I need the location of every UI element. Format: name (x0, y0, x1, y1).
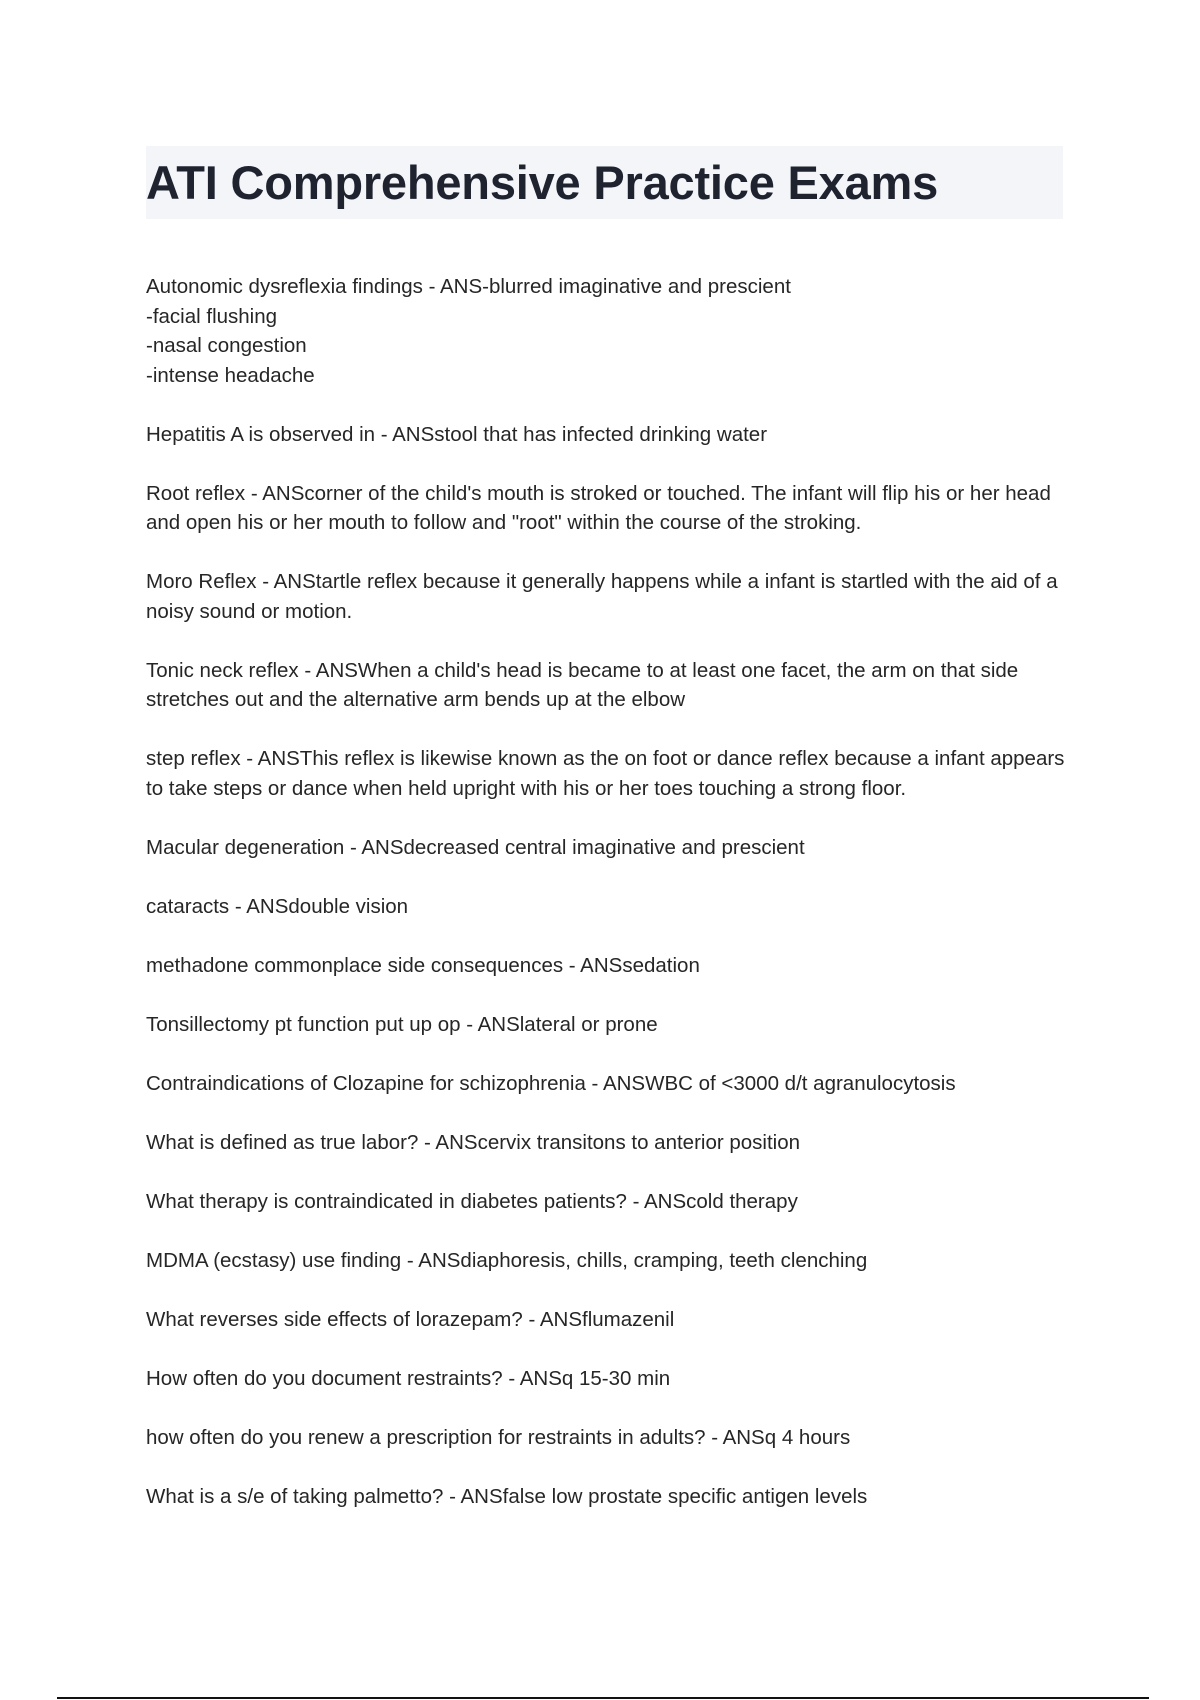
qa-entry: how often do you renew a prescription for restraints in adults? - ANSq 4 hours (146, 1425, 851, 1449)
qa-entry: Macular degeneration - ANSdecreased central imaginative and prescient (146, 835, 805, 859)
qa-list (146, 272, 1076, 1541)
qa-entry: step reflex - ANSThis reflex is likewise known as the on foot or dance reflex because a infant appears to take steps or dance when held upright with his or her toes touching a strong floor. (146, 747, 1065, 800)
qa-entry: methadone commonplace side consequences - ANSsedation (146, 953, 700, 977)
qa-entry: Tonsillectomy pt function put up op - ANSlateral or prone (146, 1012, 658, 1036)
page-divider (57, 1697, 1149, 1699)
qa-entry: What is a s/e of taking palmetto? - ANSfalse low prostate specific antigen levels (146, 1484, 868, 1508)
qa-entry: MDMA (ecstasy) use finding - ANSdiaphoresis, chills, cramping, teeth clenching (146, 1248, 868, 1272)
qa-entry: Contraindications of Clozapine for schizophrenia - ANSWBC of <3000 d/t agranulocytosis (146, 1071, 956, 1095)
qa-entry: cataracts - ANSdouble vision (146, 894, 409, 918)
qa-entry: Moro Reflex - ANStartle reflex because it generally happens while a infant is startled with the aid of a noisy sound or motion. (146, 570, 1058, 623)
qa-entry: How often do you document restraints? - ANSq 15-30 min (146, 1366, 671, 1390)
qa-entry: What reverses side effects of lorazepam? - ANSflumazenil (146, 1307, 675, 1331)
qa-entry: What is defined as true labor? - ANScervix transitons to anterior position (146, 1130, 801, 1154)
page-title: ATI Comprehensive Practice Exams (146, 156, 939, 209)
qa-entry: What therapy is contraindicated in diabetes patients? - ANScold therapy (146, 1189, 798, 1213)
qa-entry: Tonic neck reflex - ANSWhen a child's head is became to at least one facet, the arm on that side stretches out and the alternative arm bends up at the elbow (146, 658, 1019, 711)
qa-entry: Autonomic dysreflexia findings - ANS-blurred imaginative and prescient -facial flushing -nasal congestion -intense headache (146, 275, 791, 387)
qa-entry: Root reflex - ANScorner of the child's mouth is stroked or touched. The infant will flip his or her head and open his or her mouth to follow and "root" within the course of the stroking. (146, 481, 1051, 534)
qa-entry: Hepatitis A is observed in - ANSstool that has infected drinking water (146, 422, 768, 446)
